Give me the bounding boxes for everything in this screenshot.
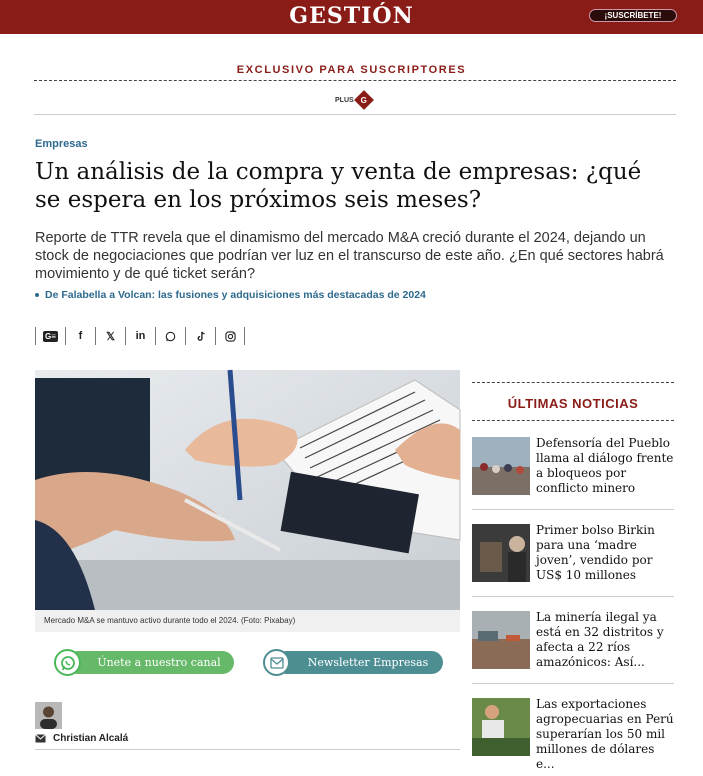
news-title[interactable]: La minería ilegal ya está en 32 distritos y afecta a 22 ríos amazónicos: Así...: [536, 610, 664, 669]
article-title: Un análisis de la compra y venta de empresas: ¿qué se espera en los próximos seis meses?: [35, 159, 642, 213]
news-thumbnail[interactable]: [472, 437, 530, 495]
news-item[interactable]: [472, 698, 674, 776]
related-link-text[interactable]: De Falabella a Volcan: las fusiones y adquisiciones más destacadas de 2024: [45, 289, 426, 301]
news-item[interactable]: [472, 611, 674, 689]
article-image: [35, 370, 460, 610]
plus-badge: [335, 93, 371, 107]
mail-icon: [263, 649, 290, 676]
divider: [472, 420, 674, 421]
whatsapp-icon: [54, 649, 81, 676]
divider: [472, 683, 674, 684]
google-news-icon[interactable]: G≡: [35, 327, 65, 345]
share-bar: [35, 327, 245, 345]
news-title[interactable]: Primer bolso Birkin para una ‘madre joven’, vendido por US$ 10 millones: [536, 523, 655, 582]
gestion-g-icon: G: [354, 90, 374, 110]
divider: [34, 114, 676, 115]
news-thumbnail[interactable]: [472, 524, 530, 582]
author-avatar[interactable]: [35, 702, 62, 729]
divider: [472, 596, 674, 597]
whatsapp-channel-button[interactable]: [54, 649, 234, 676]
x-icon[interactable]: 𝕏: [95, 327, 125, 345]
divider: [472, 382, 674, 383]
subscribe-button[interactable]: ¡SUSCRÍBETE!: [589, 9, 677, 22]
related-link[interactable]: [35, 289, 426, 301]
plus-label: PLUS: [335, 96, 354, 104]
section-label[interactable]: Empresas: [35, 138, 88, 150]
mail-icon[interactable]: [35, 734, 46, 743]
news-item[interactable]: [472, 437, 674, 515]
news-thumbnail[interactable]: [472, 611, 530, 669]
author-row: [35, 733, 128, 744]
news-title[interactable]: Las exportaciones agropecuarias en Perú superarían los 50 mil millones de dólares e...: [536, 697, 674, 771]
facebook-icon[interactable]: f: [65, 327, 95, 345]
news-title[interactable]: Defensoría del Pueblo llama al diálogo frente a bloqueos por conflicto minero: [536, 436, 674, 495]
article-summary: Reporte de TTR revela que el dinamismo del mercado M&A creció durante el 2024, dejando un stock de negociaciones que podrían ver luz en el transcurso de este año. ¿En qué sectores habrá movimiento y de qué ticket serán?: [35, 230, 664, 282]
linkedin-icon[interactable]: in: [125, 327, 155, 345]
newsletter-label[interactable]: Newsletter Empresas: [275, 651, 443, 674]
whatsapp-channel-label[interactable]: Únete a nuestro canal: [66, 651, 234, 674]
tiktok-icon[interactable]: [185, 327, 215, 345]
latest-news-title: ÚLTIMAS NOTICIAS: [507, 396, 639, 411]
news-item[interactable]: [472, 524, 674, 602]
top-bar: [0, 0, 703, 34]
news-thumbnail[interactable]: [472, 698, 530, 756]
bullet-icon: [35, 293, 39, 297]
divider: [34, 80, 676, 81]
instagram-icon[interactable]: [215, 327, 245, 345]
image-caption: Mercado M&A se mantuvo activo durante todo el 2024. (Foto: Pixabay): [35, 610, 460, 632]
newsletter-button[interactable]: [263, 649, 443, 676]
site-logo[interactable]: GESTIÓN: [289, 3, 414, 29]
exclusive-label: EXCLUSIVO PARA SUSCRIPTORES: [236, 64, 467, 76]
whatsapp-icon[interactable]: [155, 327, 185, 345]
author-name[interactable]: Christian Alcalá: [53, 733, 129, 744]
divider: [35, 749, 460, 750]
divider: [472, 509, 674, 510]
